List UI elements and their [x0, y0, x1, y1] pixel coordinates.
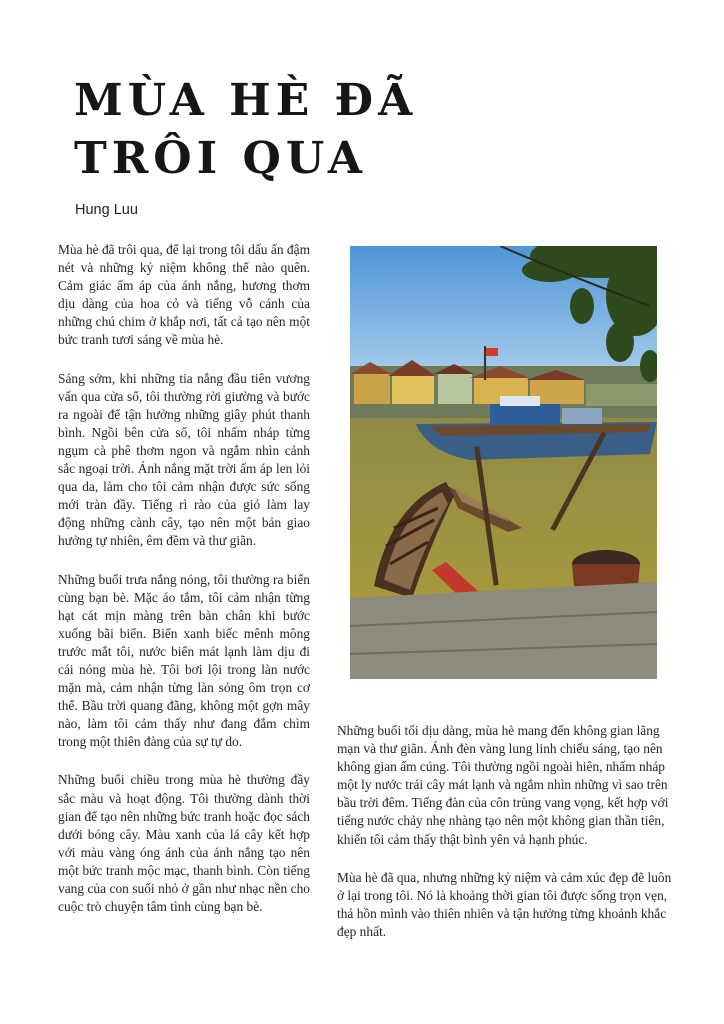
paragraph-conclusion: Mùa hè đã qua, nhưng những kỷ niệm và cảm xúc đẹp đẽ luôn ở lại trong tôi. Nó là khoảng thời gian tôi được sống trọn vẹn, thả hồn mình vào thiên nhiên và tận hưởng từng khoảnh khắc đẹp nhất.	[337, 869, 672, 939]
right-column	[337, 722, 677, 961]
paragraph-morning: Sáng sớm, khi những tia nắng đầu tiên vương vấn qua cửa sổ, tôi thường rời giường và bước ra ngoài để tận hưởng những giây phút thanh bình. Ngồi bên cửa sổ, tôi nhấm nháp từng ngụm cà phê thơm ngon và ngắm nhìn cảnh sắc ngoại trời. Ánh nắng mặt trời ấm áp len lỏi qua da, làm cho tôi cảm nhận được sức sống mới tràn đầy. Tiếng rì rào của gió làm lay động những cành cây, tạo nên một bản giao hưởng tự nhiên, êm đềm và thư giãn.	[58, 370, 310, 549]
paragraph-intro: Mùa hè đã trôi qua, để lại trong tôi dấu ấn đậm nét và những kỷ niệm không thể nào quên. Cảm giác ấm áp của ánh nắng, hương thơm dịu dàng của hoa cỏ và tiếng vỗ cánh của những chú chim ở khắp nơi, tất cả tạo nên một bức tranh tươi sáng về mùa hè.	[58, 242, 310, 348]
paragraph-afternoon: Những buổi chiều trong mùa hè thường đầy sắc màu và hoạt động. Tôi thường dành thời gian để tạo nên những bức tranh hoặc đọc sách dưới bóng cây. Màu xanh của lá cây kết hợp với màu vàng óng ánh của ánh nắng tạo nên một bức tranh mộc mạc, thanh bình. Còn tiếng vang của con suối nhỏ ở gần như nhạc nền cho cuộc trò chuyện tâm tình cùng bạn bè.	[58, 772, 310, 915]
paragraph-evening: Những buổi tối dịu dàng, mùa hè mang đến không gian lãng mạn và thư giãn. Ánh đèn vàng lung linh chiếu sáng, tạo nên không gian ấm cúng. Tôi thường ngồi ngoài hiên, nhấm nháp một ly nước trái cây mát lạnh và ngắm nhìn những vì sao trên bầu trời đêm. Tiếng đàn của côn trùng vang vọng, kết hợp với tiếng nước chảy nhẹ nhàng tạo nên một không gian thần tiên, khiến tôi cảm thấy thật bình yên và hạnh phúc.	[337, 723, 669, 847]
stone-dock	[350, 582, 657, 679]
article-title	[74, 72, 554, 188]
left-column	[58, 241, 310, 936]
author-name: Hung Luu	[75, 202, 138, 218]
flag-icon	[486, 348, 498, 356]
river-boats-photo	[350, 246, 657, 679]
photo-illustration	[350, 246, 657, 679]
paragraph-noon: Những buổi trưa nắng nóng, tôi thường ra biển cùng bạn bè. Mặc áo tắm, tôi cảm nhận từng hạt cát mịn màng trên bàn chân khi bước xuống bãi biển. Biển xanh biếc mênh mông trước mắt tôi, nước biển mát lạnh làm dịu đi cái nóng mùa hè. Tôi bơi lội trong làn nước mặn mà, cảm nhận từng làn sóng ôm trọn cơ thể. Bầu trời quang đãng, không một gợn mây nào, làm tôi cảm thấy như đang đắm chìm trong một thiên đàng của sự tự do.	[58, 571, 310, 750]
title-line-1: MÙA HÈ ĐÃ	[74, 75, 418, 126]
title-line-2: TRÔI QUA	[74, 133, 368, 184]
